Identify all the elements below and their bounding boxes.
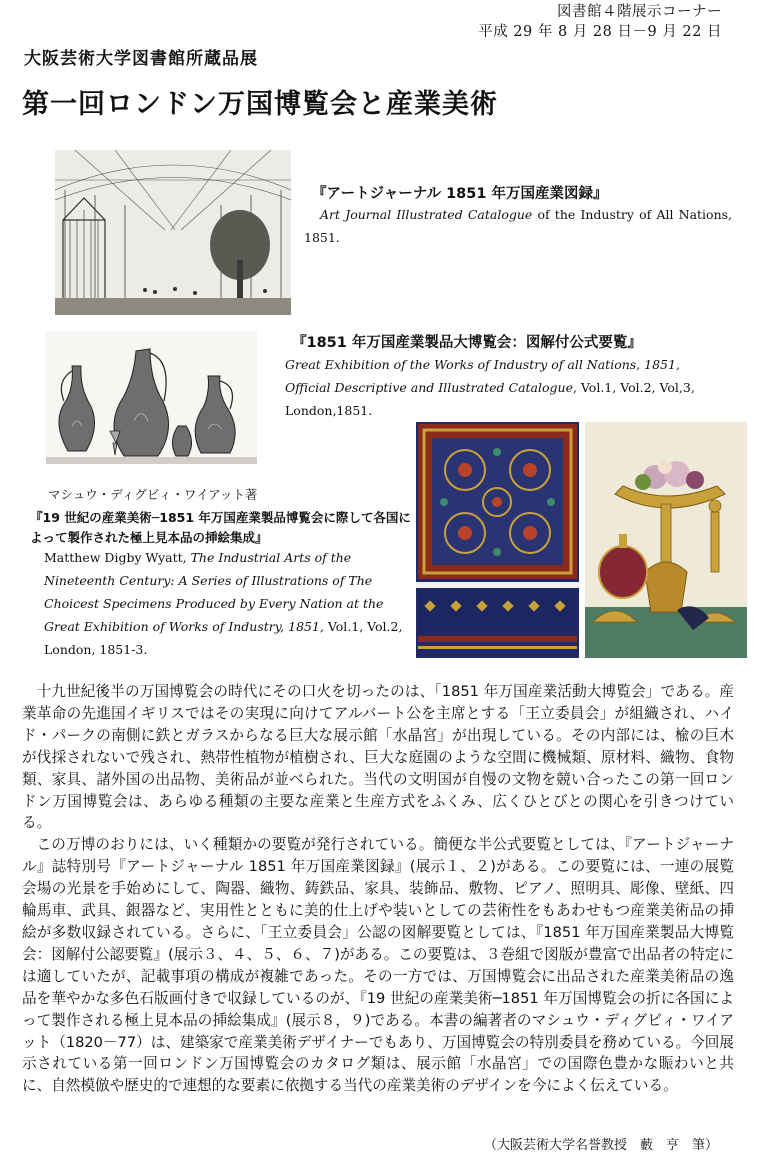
venue-info bbox=[478, 2, 722, 42]
page-title: 第一回ロンドン万国博覧会と産業美術 bbox=[22, 89, 498, 120]
item2-title-en bbox=[285, 353, 725, 422]
centerpiece-chromolithograph bbox=[585, 422, 747, 658]
essay-paragraph-1: 十九世紀後半の万国博覧会の時代にその口火を切ったのは、「1851 年万国産業活動大博覧会」である。産業革命の先進国イギリスではその実現に向けてアルバート公を主席とする「王立委員会」が組織され、ハイド・パークの南側に鉄とガラスからなる巨大な展示館「水晶宮」が出現している。その内部には、楡の巨木が伐採されないで残され、熱帯性植物が植樹され、巨大な庭園のような空間に機械類、原材料、織物、食物類、家具、諸外国の出品物、美術品が並べられた。当代の文明国が自慢の文物を競い合ったこの第一回ロンドン万国博覧会は、あらゆる種類の主要な産業と生産方式をふくみ、広くひとびとの関心を引きつけている。 bbox=[22, 683, 734, 832]
item3-author-en: Matthew Digby Wyatt, bbox=[44, 550, 191, 565]
exhibition-dates: 平成 29 年 8 月 28 日－9 月 22 日 bbox=[478, 24, 722, 40]
essay-paragraph-2: この万博のおりには、いく種類かの要覧が発行されている。簡便な半公式要覧としては、『アートジャーナル』誌特別号『アートジャーナル 1851 年万国産業図録』(展示１、２)がある。この要覧には、一連の展覧会場の光景を手始めにして、陶器、織物、鋳鉄品、家具、装飾品、敷物、ピアノ、照明具、彫像、壁紙、四輪馬車、武具、銀器など、実用性とともに美的仕上げや装いとしての芸術性をもあわせもつ産業美術品の挿絵が多数収録されている。さらに、「王立委員会」公認の図解要覧としては、『1851 年万国産業製品大博覧会：図解付公認要覧』(展示３、４、５、６、７)がある。この要覧は、３巻組で図版が豊富で出品者の特定には適していたが、記載事項の構成が複雑であった。その一方では、万国博覧会に出品された産業美術品の逸品を華やかな多色石版画付きで収録しているのが、『19 世紀の産業美術─1851 年万国博覧会の折に各国によって製作される極上見本品の挿絵集成』(展示８，９)である。本書の編著者のマシュウ・ディグビィ・ワイアット（1820－77）は、建築家で産業美術デザイナーでもあり、万国博覧会の特別委員を務めている。今回展示されている第一回ロンドン万国博覧会のカタログ類は、展示館「水晶宮」での国際色豊かな賑わいと共に、自然模倣や歴史的で連想的な要素に依拠する当代の産業美術のデザインを今によく伝えている。 bbox=[22, 836, 734, 1095]
essay-body bbox=[22, 681, 734, 1097]
item1-title-en-italic: Art Journal Illustrated Catalogue bbox=[320, 207, 533, 222]
item3-title-jp: 『19 世紀の産業美術─1851 年万国産業製品博覧会に際して各国によって製作された極上見本品の挿絵集成』 bbox=[30, 510, 411, 545]
venue-location: 図書館４階展示コーナー bbox=[557, 4, 722, 20]
item1-title-en-rest: of the Industry of All Nations, 1851. bbox=[304, 207, 733, 245]
item1-title-en bbox=[304, 203, 732, 249]
item2-title-en-rest: , Vol.1, Vol.2, Vol,3, London,1851. bbox=[285, 380, 695, 418]
item3-author-jp: マシュウ・ディグビィ・ワイアット著 bbox=[48, 487, 258, 502]
exhibition-subtitle: 大阪芸術大学図書館所蔵品展 bbox=[24, 49, 258, 69]
crystal-palace-engraving bbox=[55, 150, 291, 315]
item2-title-en-italic: Great Exhibition of the Works of Industry of all Nations, 1851, Official Descriptive and Illustrated Catalogue bbox=[285, 357, 680, 395]
item3-title-en bbox=[44, 546, 404, 661]
author-signature: （大阪芸術大学名誉教授 藪 亨 筆） bbox=[483, 1138, 718, 1153]
item3-title-en-italic: The Industrial Arts of the Nineteenth Century: A Series of Illustrations of The Choicest Specimens Produced by Every Nation at the Great Exhibition of Works of Industry, 1851, bbox=[44, 550, 384, 634]
item2-title-jp: 『1851 年万国産業製品大博覧会：図解付公式要覧』 bbox=[292, 335, 642, 351]
item3-title-en-rest: Vol.1, Vol.2, London, 1851-3. bbox=[44, 619, 403, 657]
textile-chromolithograph bbox=[416, 422, 579, 658]
item1-title-jp: 『アートジャーナル 1851 年万国産業図録』 bbox=[312, 186, 608, 202]
vases-engraving bbox=[46, 331, 257, 464]
